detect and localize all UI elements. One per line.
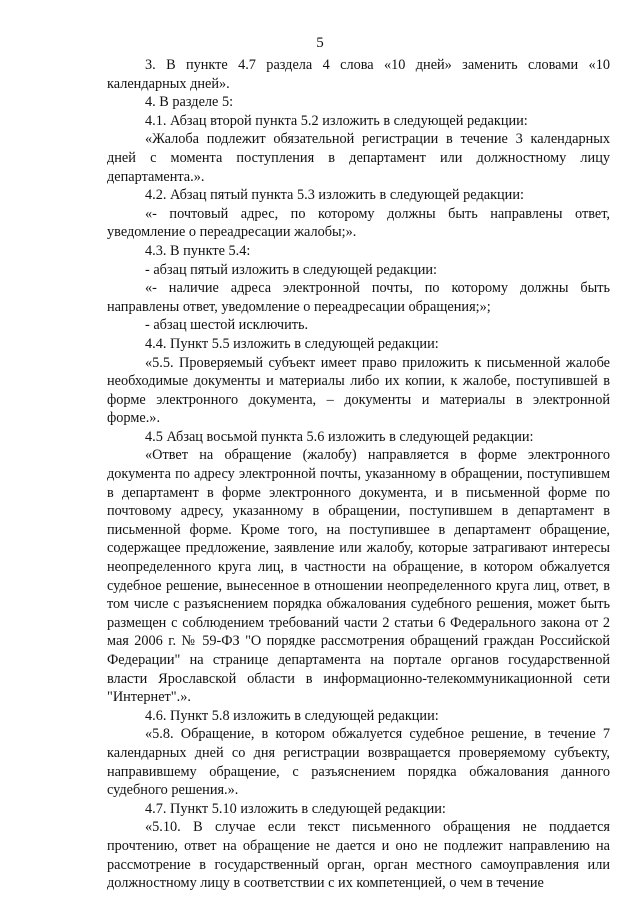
paragraph: «5.10. В случае если текст письменного обращения не поддается прочтению, ответ на обращение не дается и оно не подлежит направлению на рассмотрение в государственный орган, орган местного самоуправления или должностному лицу в соответствии с их компетенцией, о чем в течение [107, 819, 610, 892]
paragraph: 4.4. Пункт 5.5 изложить в следующей редакции: [145, 335, 439, 352]
paragraph: «Ответ на обращение (жалобу) направляется в форме электронного документа по адресу электронной почты, указанному в обращении, поступившем в департамент в форме электронного документа, и в письменной форме по почтовому адресу, указанному в обращении, поступившем в департамент в письменной форме. Кроме того, на поступившее в департамент обращение, содержащее предложение, заявление или жалобу, которые затрагивают интересы неопределенного круга лиц, в частности на обращение, в котором обжалуется судебное решение, вынесенное в отношении неопределенного круга лиц, ответ, в том числе с разъяснением порядка обжалования судебного решения, может быть размещен с соблюдением требований части 2 статьи 6 Федерального закона от 2 мая 2006 г. № 59-ФЗ "О порядке рассмотрения обращений граждан Российской Федерации" на странице департамента на портале органов государственной власти Ярославской области в информационно-телекоммуникационной сети "Интернет".». [107, 447, 610, 706]
paragraph: «Жалоба подлежит обязательной регистрации в течение 3 календарных дней с момента поступления в департамент или должностному лицу департамента.». [107, 131, 610, 185]
paragraph: 4.7. Пункт 5.10 изложить в следующей редакции: [145, 800, 446, 817]
paragraph: «- почтовый адрес, по которому должны быть направлены ответ, уведомление о переадресации жалобы;». [107, 205, 610, 241]
paragraph: 4. В разделе 5: [145, 94, 234, 111]
page-number: 5 [316, 35, 324, 51]
paragraph: «5.5. Проверяемый субъект имеет право приложить к письменной жалобе необходимые документы и материалы либо их копии, к жалобе, поступившей в форме электронного документа, – документы и материалы в электронной форме.». [107, 354, 610, 427]
paragraph: 4.1. Абзац второй пункта 5.2 изложить в следующей редакции: [145, 112, 528, 129]
paragraph: 4.6. Пункт 5.8 изложить в следующей редакции: [145, 707, 439, 724]
paragraph: 3. В пункте 4.7 раздела 4 слова «10 дней» заменить словами «10 календарных дней». [107, 57, 610, 92]
document-body [107, 56, 610, 893]
paragraph: «- наличие адреса электронной почты, по которому должны быть направлены ответ, уведомление о переадресации обращения;»; [107, 280, 610, 315]
paragraph: «5.8. Обращение, в котором обжалуется судебное решение, в течение 7 календарных дней со дня регистрации возвращается проверяемому субъекту, направившему обращение, с разъяснением порядка обжалования данного судебного решения.». [107, 726, 610, 799]
paragraph: 4.3. В пункте 5.4: [145, 242, 251, 259]
paragraph: - абзац пятый изложить в следующей редакции: [145, 261, 438, 278]
paragraph: - абзац шестой исключить. [145, 317, 309, 334]
paragraph: 4.2. Абзац пятый пункта 5.3 изложить в следующей редакции: [145, 187, 524, 204]
paragraph: 4.5 Абзац восьмой пункта 5.6 изложить в следующей редакции: [145, 428, 534, 445]
